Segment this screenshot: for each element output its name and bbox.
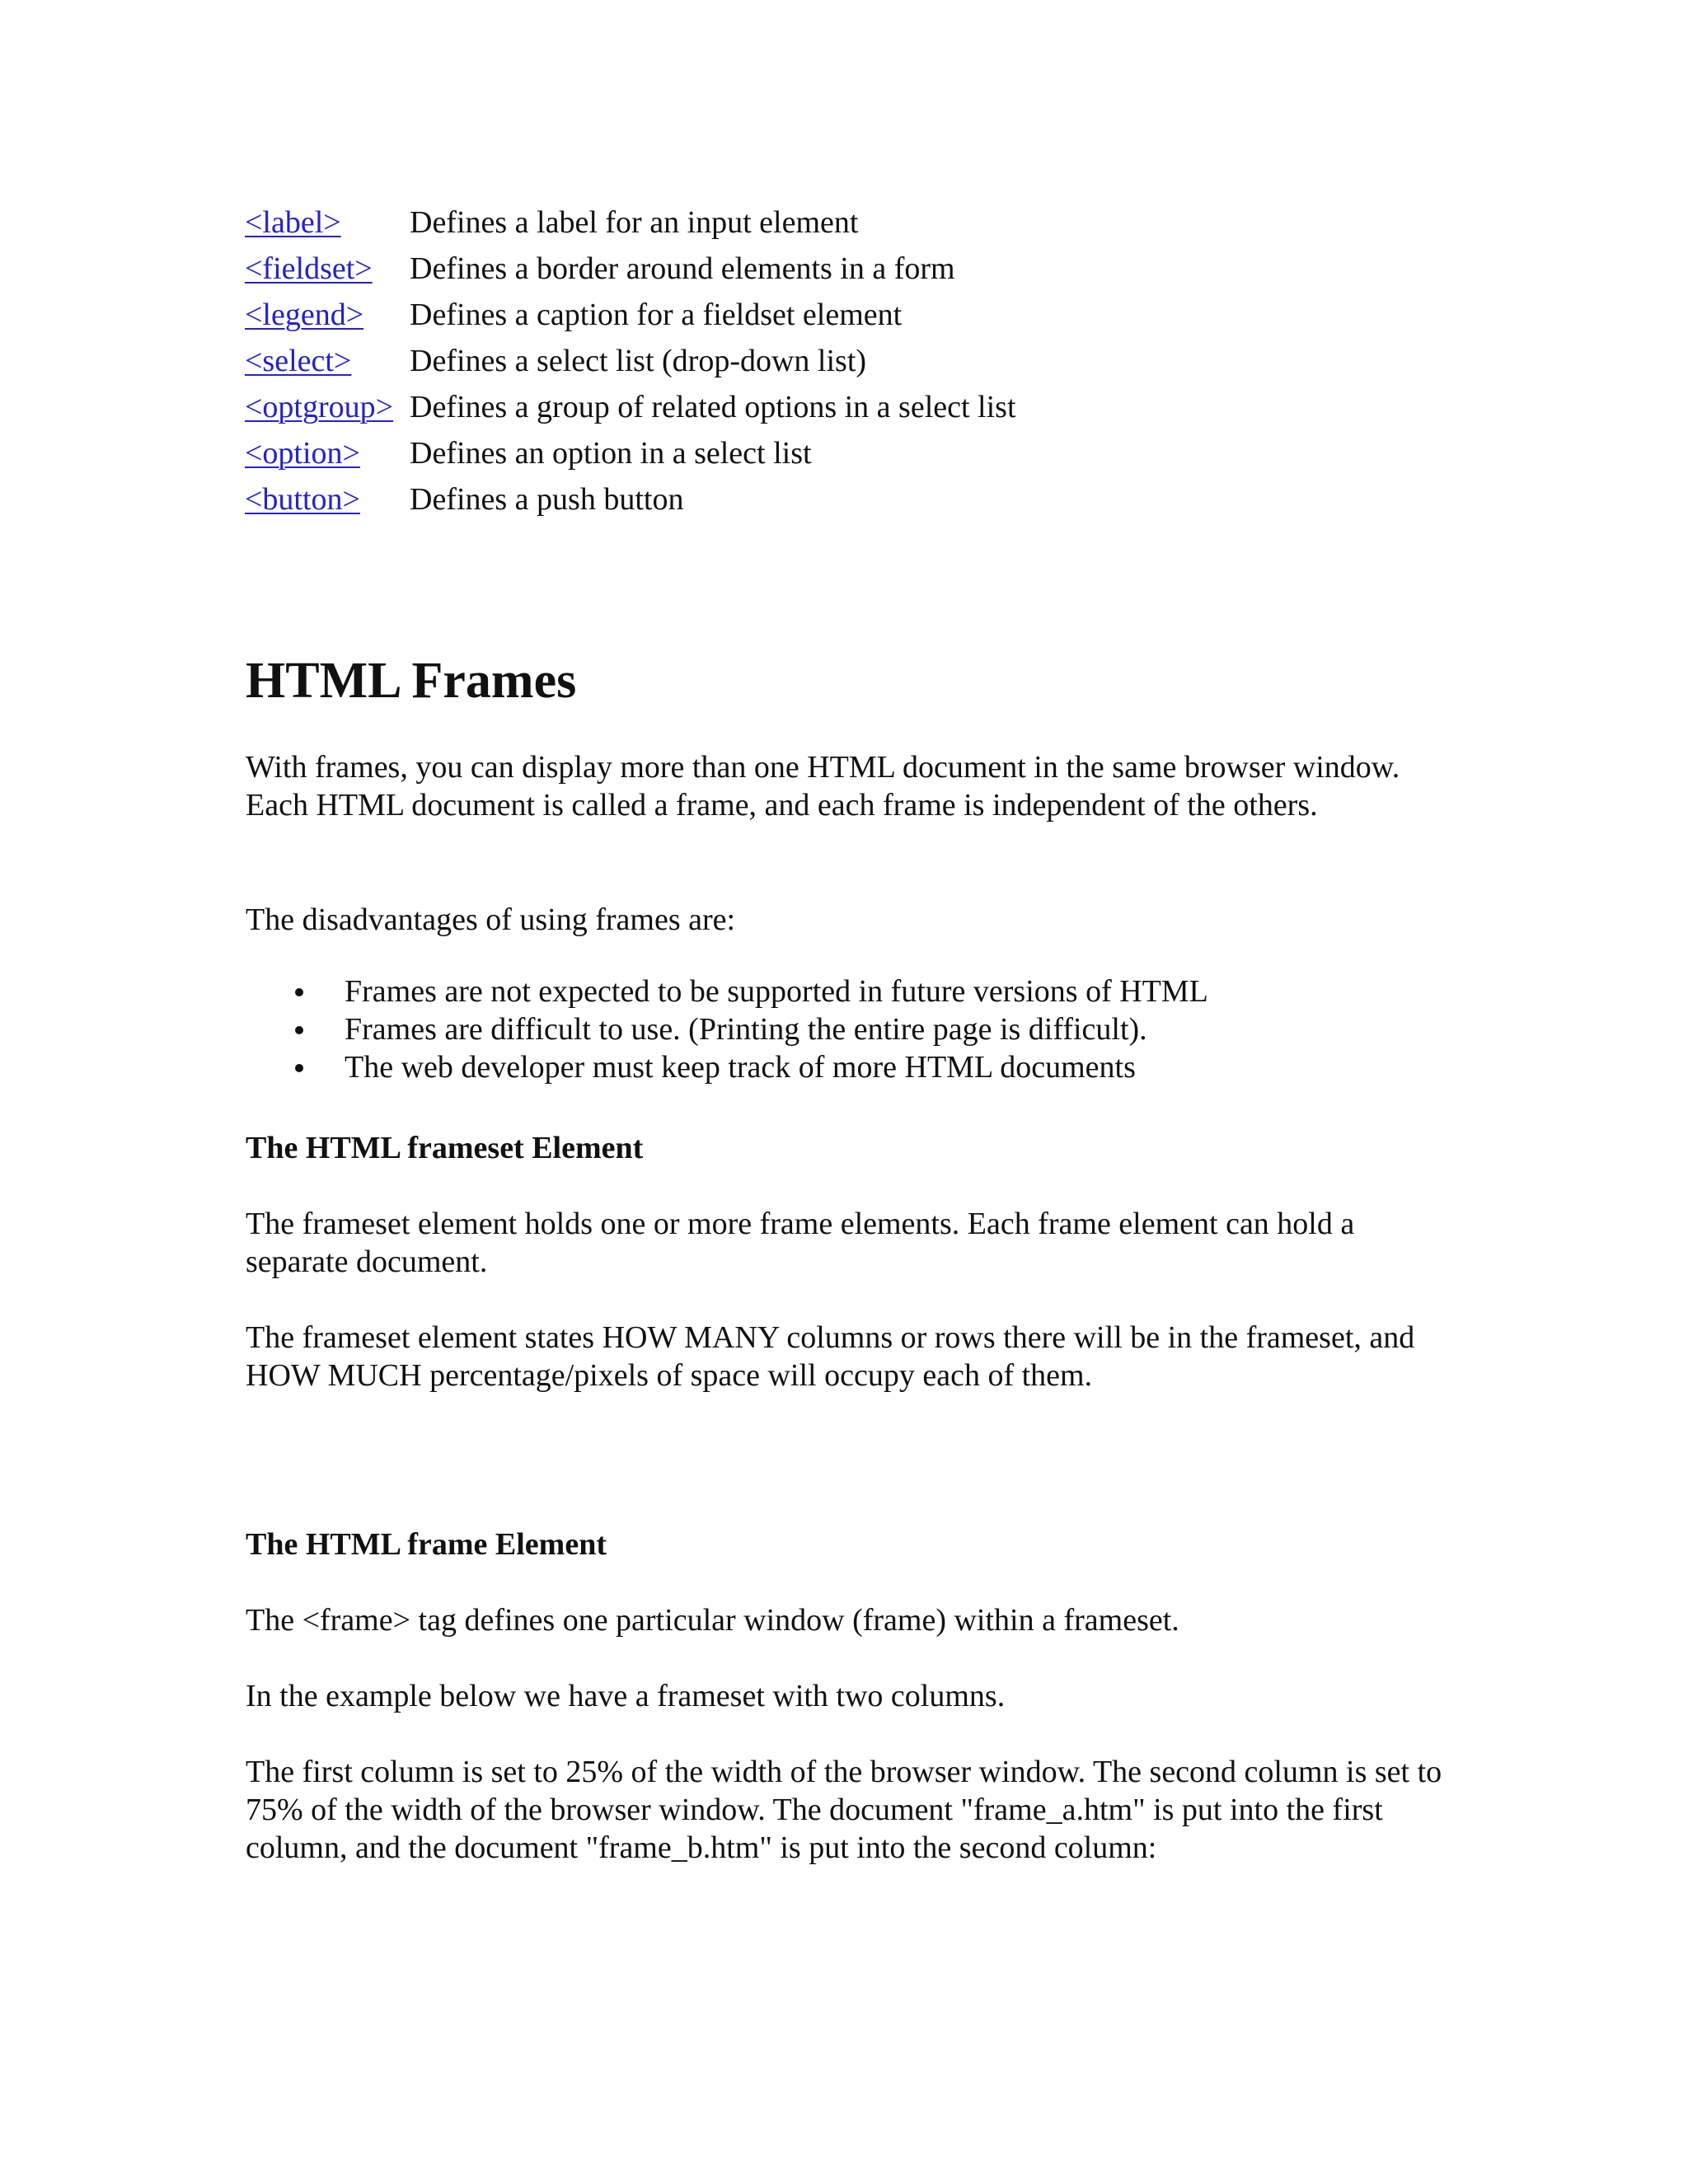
frame-paragraph-2: In the example below we have a frameset with two columns. [246, 1679, 1006, 1713]
frame-heading: The HTML frame Element [246, 1527, 607, 1562]
tag-description: Defines an option in a select list [410, 436, 812, 471]
list-item-text: Frames are difficult to use. (Printing the entire page is difficult). [345, 1012, 1147, 1047]
disadvantages-intro: The disadvantages of using frames are: [246, 902, 736, 937]
disadvantages-list [246, 972, 1208, 1086]
tag-description: Defines a border around elements in a form [410, 251, 955, 286]
tag-link-option[interactable]: <option> [245, 436, 360, 471]
tag-description: Defines a push button [410, 482, 684, 517]
tag-link-legend[interactable]: <legend> [245, 298, 364, 332]
list-item-text: The web developer must keep track of more HTML documents [345, 1050, 1136, 1085]
table-row [245, 384, 1016, 430]
tag-description: Defines a select list (drop-down list) [410, 344, 867, 378]
intro-paragraph: With frames, you can display more than one HTML document in the same browser window. Each HTML document is called a frame, and each frame is independent of the others. [246, 750, 1400, 823]
frameset-heading: The HTML frameset Element [246, 1131, 644, 1165]
list-item [246, 972, 1208, 1010]
tag-link-button[interactable]: <button> [245, 482, 360, 517]
frameset-paragraph-2: The frameset element states HOW MANY columns or rows there will be in the frameset, and HOW MUCH percentage/pixels of space will occupy each of them. [246, 1320, 1415, 1393]
bullet-icon [295, 988, 303, 996]
list-item [246, 1048, 1208, 1086]
frame-paragraph-1: The <frame> tag defines one particular window (frame) within a frameset. [246, 1603, 1179, 1638]
table-row [245, 338, 1016, 384]
frame-paragraph-3: The first column is set to 25% of the width of the browser window. The second column is set to 75% of the width of the browser window. The document "frame_a.htm" is put into the first column, and the document "frame_b.htm" is put into the second column: [246, 1755, 1442, 1865]
tag-link-select[interactable]: <select> [245, 344, 352, 378]
tag-description: Defines a label for an input element [410, 205, 859, 240]
table-row [245, 430, 1016, 476]
list-item [246, 1010, 1208, 1048]
page-title: HTML Frames [246, 653, 577, 709]
form-tags-table [245, 199, 1016, 523]
list-item-text: Frames are not expected to be supported in future versions of HTML [345, 974, 1208, 1009]
tag-link-optgroup[interactable]: <optgroup> [245, 390, 394, 424]
table-row [245, 199, 1016, 246]
tag-description: Defines a group of related options in a select list [410, 390, 1016, 424]
tag-link-fieldset[interactable]: <fieldset> [245, 251, 373, 286]
tag-link-label[interactable]: <label> [245, 205, 341, 240]
table-row [245, 476, 1016, 523]
table-row [245, 246, 1016, 292]
bullet-icon [295, 1064, 303, 1072]
table-row [245, 292, 1016, 338]
frameset-paragraph-1: The frameset element holds one or more frame elements. Each frame element can hold a separate document. [246, 1207, 1355, 1279]
tag-description: Defines a caption for a fieldset element [410, 298, 903, 332]
bullet-icon [295, 1026, 303, 1034]
